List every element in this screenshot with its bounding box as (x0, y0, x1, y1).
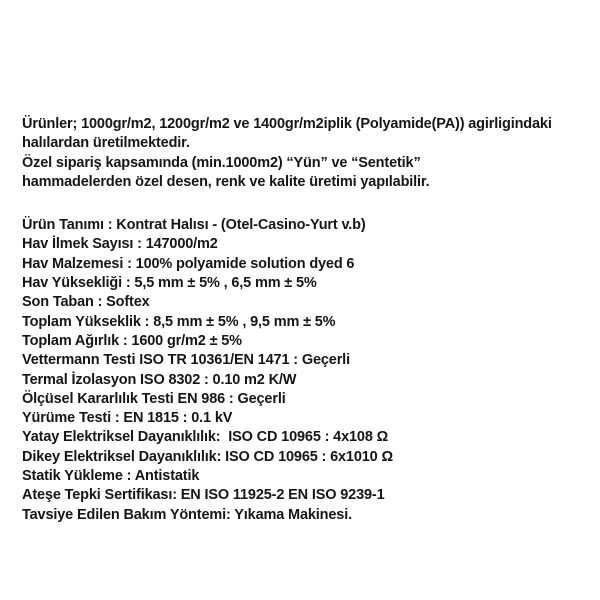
intro-line: Ürünler; 1000gr/m2, 1200gr/m2 ve 1400gr/m2iplik (Polyamide(PA)) agirligindaki (22, 116, 552, 132)
spec-line-recommended-maintenance: Tavsiye Edilen Bakım Yöntemi: Yıkama Makinesi. (22, 506, 352, 523)
intro-line: Özel sipariş kapsamında (min.1000m2) “Yün” ve “Sentetik” (22, 154, 421, 171)
spec-line-vettermann-test: Vettermann Testi ISO TR 10361/EN 1471 : Geçerli (22, 352, 350, 369)
spec-line-total-weight: Toplam Ağırlık : 1600 gr/m2 ± 5% (22, 332, 242, 349)
spec-line-horizontal-electrical-resistance: Yatay Elektriksel Dayanıklılık: ISO CD 10965 : 4x108 Ω (22, 429, 389, 446)
intro-line: hammadelerden özel desen, renk ve kalite üretimi yapılabilir. (22, 173, 430, 190)
spec-line-dimensional-stability: Ölçüsel Kararlılık Testi EN 986 : Geçerli (22, 390, 286, 407)
spec-line-vertical-electrical-resistance: Dikey Elektriksel Dayanıklılık: ISO CD 10965 : 6x1010 Ω (22, 448, 393, 465)
spec-line-thermal-insulation: Termal İzolasyon ISO 8302 : 0.10 m2 K/W (22, 371, 297, 388)
spec-line-walking-test: Yürüme Testi : EN 1815 : 0.1 kV (22, 410, 233, 427)
intro-line: halılardan üretilmektedir. (22, 135, 190, 152)
spec-line-pile-height: Hav Yüksekliği : 5,5 mm ± 5% , 6,5 mm ± 5% (22, 275, 317, 292)
spec-list (22, 216, 582, 525)
spec-line-pile-material: Hav Malzemesi : 100% polyamide solution dyed 6 (22, 255, 355, 272)
intro-paragraph (22, 115, 582, 192)
spec-line-fire-reaction-certificate: Ateşe Tepki Sertifikası: EN ISO 11925-2 EN ISO 9239-1 (22, 487, 385, 504)
spec-line-static-load: Statik Yükleme : Antistatik (22, 468, 200, 485)
spec-line-product-definition: Ürün Tanımı : Kontrat Halısı - (Otel-Casino-Yurt v.b) (22, 217, 366, 234)
spec-line-backing: Son Taban : Softex (22, 294, 150, 311)
spec-line-pile-loop-count: Hav İlmek Sayısı : 147000/m2 (22, 236, 218, 253)
product-spec-sheet (22, 115, 582, 525)
spec-line-total-height: Toplam Yükseklik : 8,5 mm ± 5% , 9,5 mm ± 5% (22, 313, 336, 330)
